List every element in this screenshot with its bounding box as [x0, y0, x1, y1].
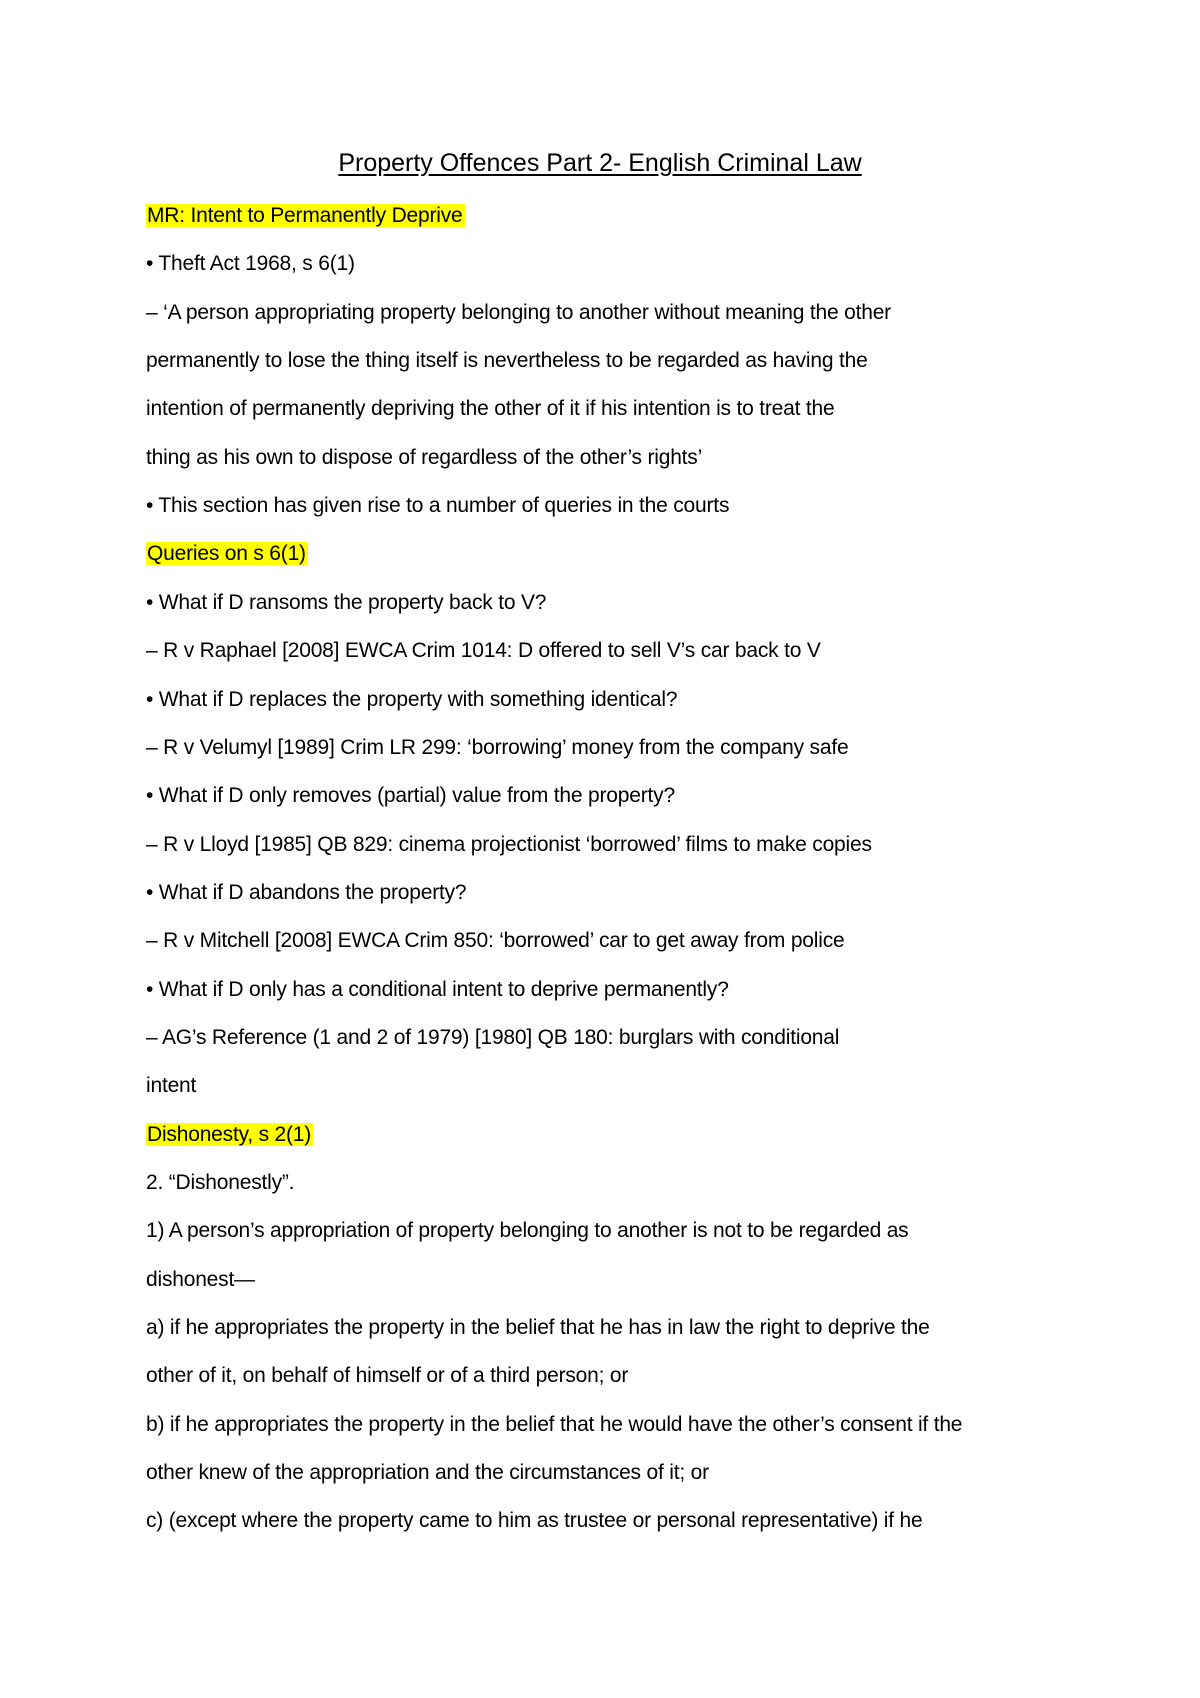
- line-text: • This section has given rise to a number of queries in the courts: [146, 494, 730, 517]
- line-text: intent: [146, 1074, 197, 1097]
- line-text: 2. “Dishonestly”.: [146, 1171, 295, 1194]
- body-line: [146, 492, 729, 520]
- body-line: [146, 782, 675, 810]
- line-text: dishonest—: [146, 1268, 255, 1291]
- line-text: – R v Velumyl [1989] Crim LR 299: ‘borrowing’ money from the company safe: [146, 736, 849, 759]
- line-text: thing as his own to dispose of regardless of the other’s rights’: [146, 446, 703, 469]
- line-text: • Theft Act 1968, s 6(1): [146, 252, 355, 275]
- body-line: [146, 1266, 255, 1294]
- line-text: permanently to lose the thing itself is nevertheless to be regarded as having the: [146, 349, 868, 372]
- body-line: [146, 879, 466, 907]
- line-text: a) if he appropriates the property in the belief that he has in law the right to deprive the: [146, 1316, 930, 1339]
- line-text: – ‘A person appropriating property belonging to another without meaning the other: [146, 301, 891, 324]
- body-line: [146, 1072, 196, 1100]
- body-line: [146, 1217, 908, 1245]
- body-line: [146, 347, 868, 375]
- body-line: [146, 1459, 709, 1487]
- line-text: other of it, on behalf of himself or of a third person; or: [146, 1364, 629, 1387]
- body-line: [146, 1507, 923, 1535]
- highlighted-heading-text: Dishonesty, s 2(1): [147, 1123, 312, 1146]
- body-line: [146, 1411, 962, 1439]
- body-line: [146, 686, 677, 714]
- body-line: [146, 831, 872, 859]
- line-text: • What if D only has a conditional intent to deprive permanently?: [146, 978, 729, 1001]
- body-line: [146, 734, 848, 762]
- line-text: b) if he appropriates the property in the belief that he would have the other’s consent if the: [146, 1413, 963, 1436]
- body-line: [146, 395, 834, 423]
- body-line: [146, 1362, 628, 1390]
- line-text: – AG’s Reference (1 and 2 of 1979) [1980] QB 180: burglars with conditional: [146, 1026, 840, 1049]
- line-text: • What if D abandons the property?: [146, 881, 467, 904]
- section-heading: [146, 202, 465, 230]
- body-line: [146, 1314, 930, 1342]
- line-text: • What if D ransoms the property back to V?: [146, 591, 547, 614]
- highlighted-heading-text: MR: Intent to Permanently Deprive: [147, 204, 463, 227]
- document-title: Property Offences Part 2- English Criminal Law: [338, 149, 862, 177]
- highlighted-heading-text: Queries on s 6(1): [147, 542, 306, 565]
- body-line: [146, 589, 546, 617]
- line-text: intention of permanently depriving the other of it if his intention is to treat the: [146, 397, 835, 420]
- line-text: • What if D only removes (partial) value from the property?: [146, 784, 675, 807]
- section-heading: [146, 540, 308, 568]
- line-text: other knew of the appropriation and the circumstances of it; or: [146, 1461, 709, 1484]
- body-line: [146, 1024, 839, 1052]
- line-text: • What if D replaces the property with something identical?: [146, 688, 678, 711]
- body-line: [146, 976, 729, 1004]
- body-line: [146, 444, 702, 472]
- body-line: [146, 1169, 294, 1197]
- line-text: – R v Lloyd [1985] QB 829: cinema projectionist ‘borrowed’ films to make copies: [146, 833, 872, 856]
- line-text: – R v Raphael [2008] EWCA Crim 1014: D offered to sell V’s car back to V: [146, 639, 821, 662]
- body-line: [146, 637, 821, 665]
- body-line: [146, 250, 355, 278]
- line-text: 1) A person’s appropriation of property belonging to another is not to be regarded as: [146, 1219, 909, 1242]
- line-text: – R v Mitchell [2008] EWCA Crim 850: ‘borrowed’ car to get away from police: [146, 929, 845, 952]
- body-line: [146, 927, 845, 955]
- line-text: c) (except where the property came to him as trustee or personal representative) if he: [146, 1509, 923, 1532]
- body-line: [146, 299, 891, 327]
- section-heading: [146, 1121, 313, 1149]
